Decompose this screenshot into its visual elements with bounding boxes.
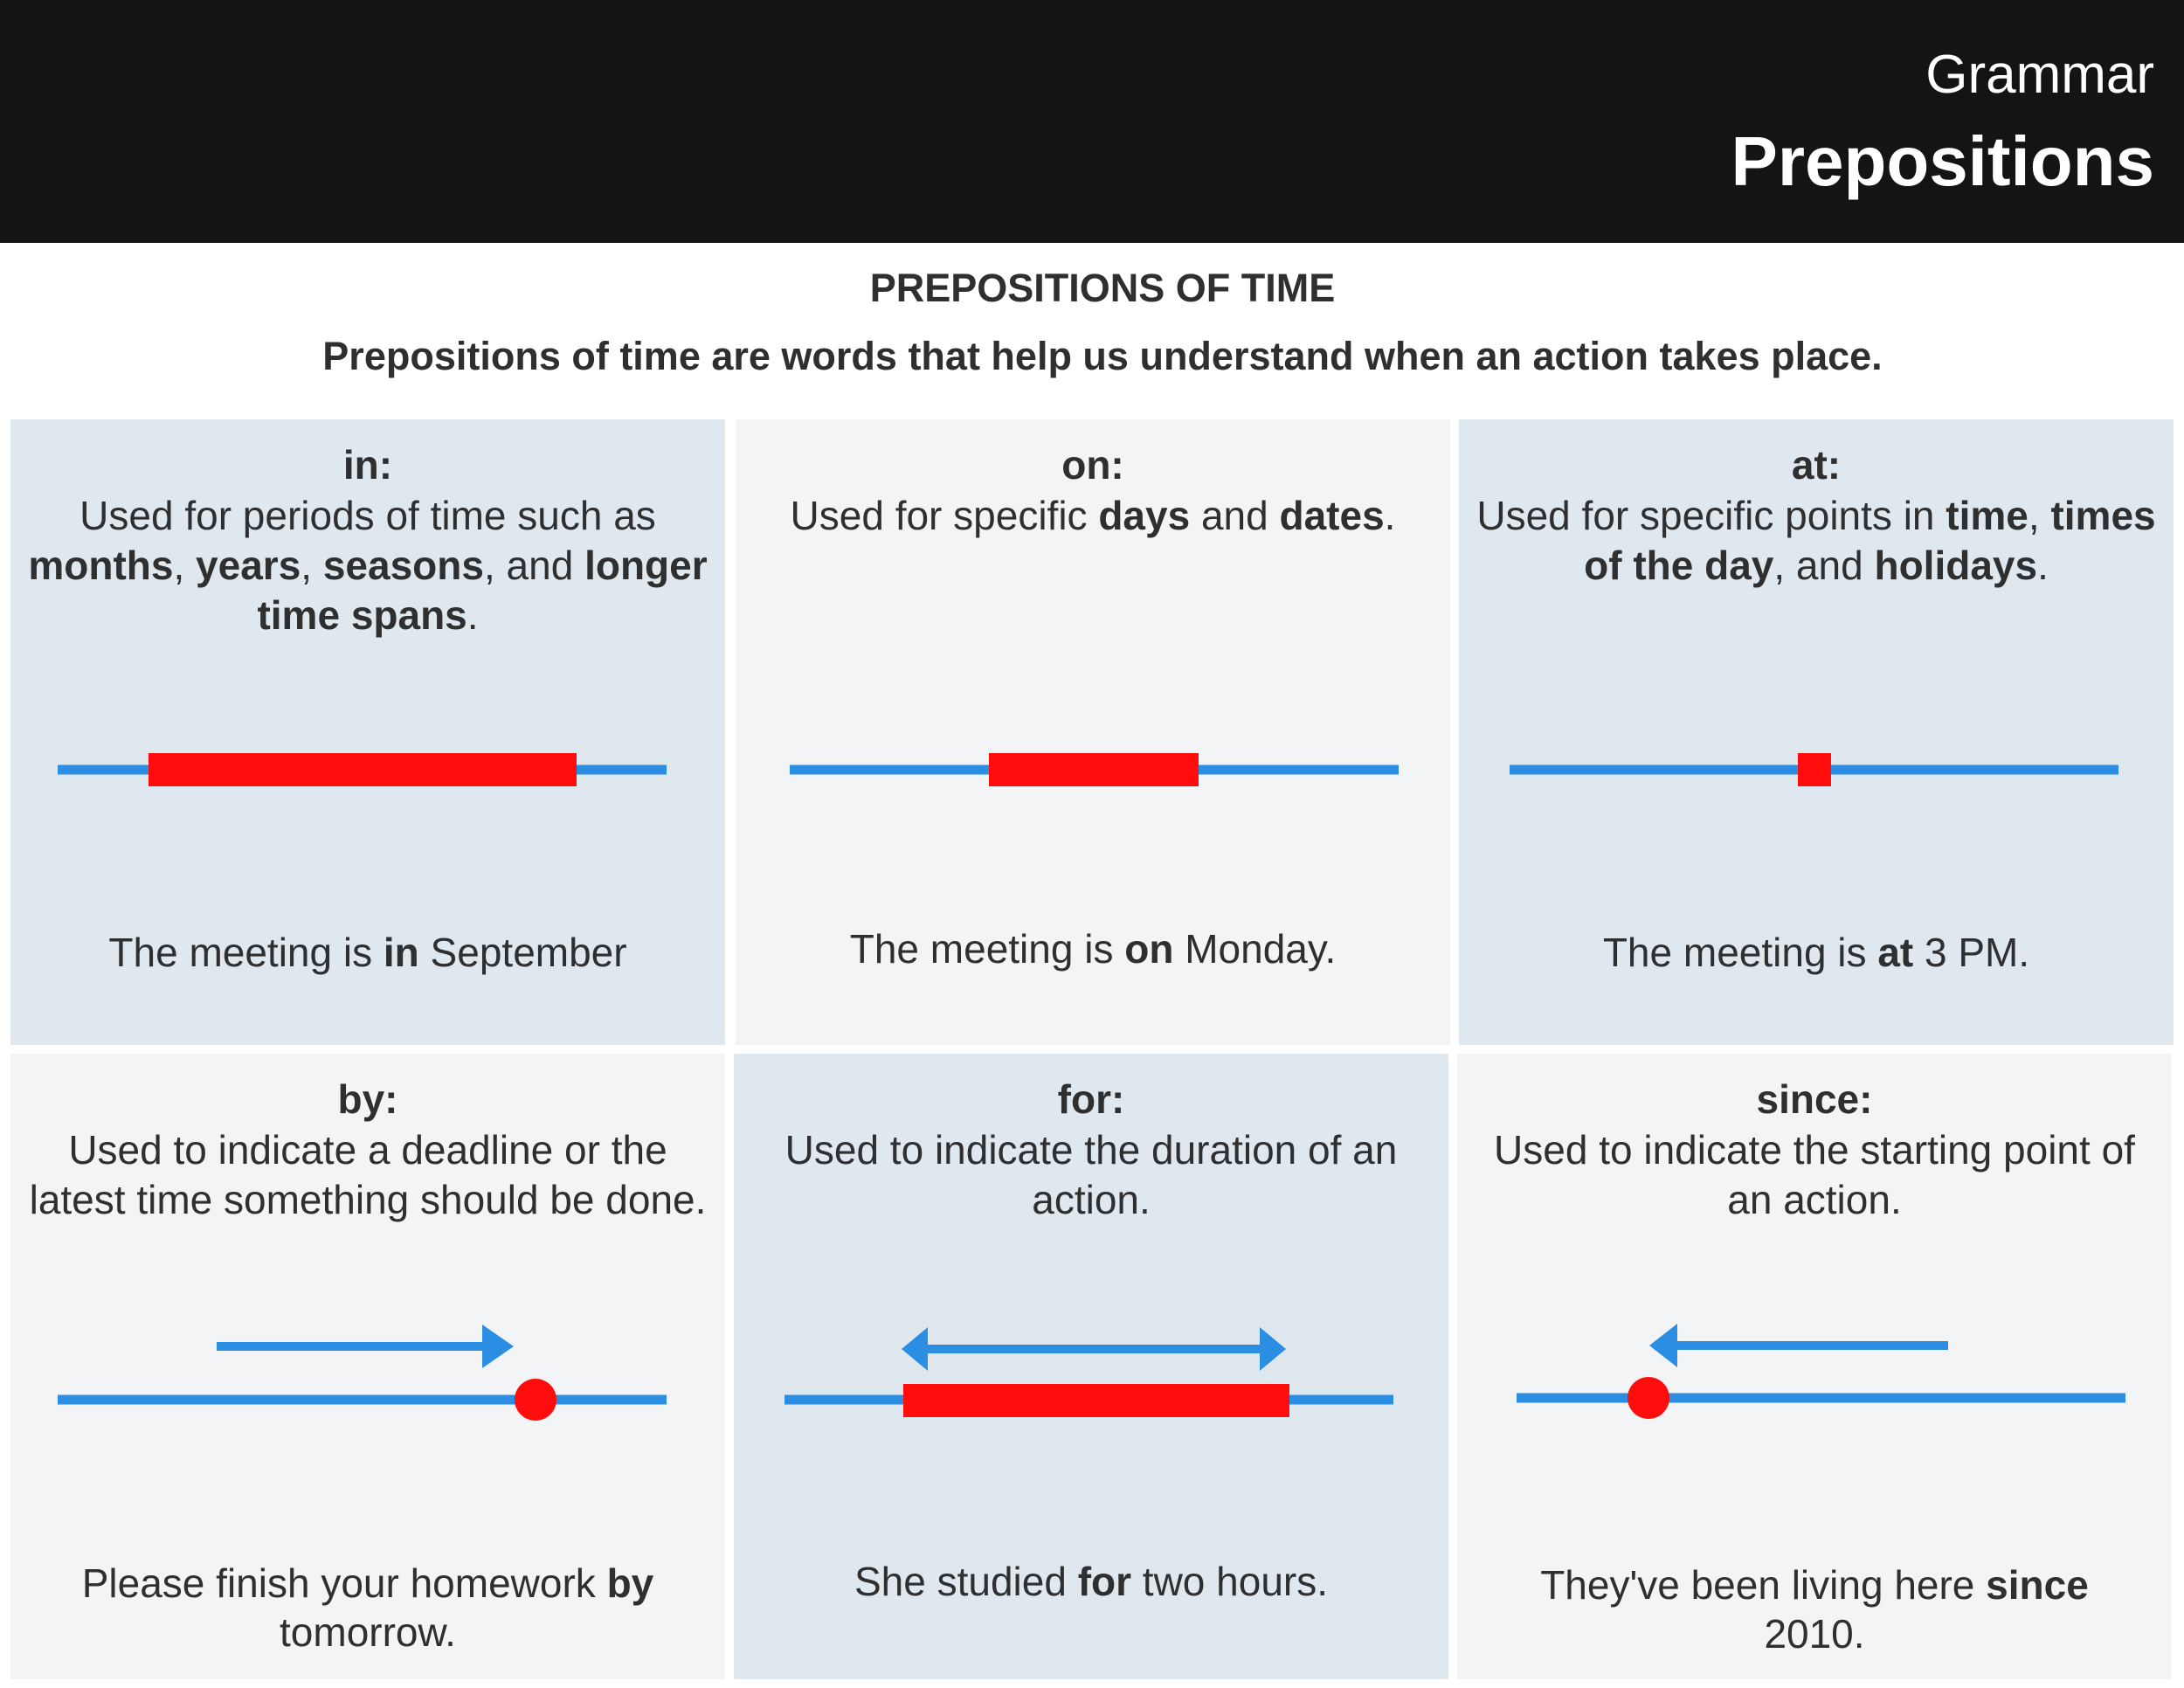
card-for (734, 1054, 1448, 1679)
emphasized-text: time (1946, 493, 2028, 538)
arrow-head-right (482, 1325, 514, 1368)
card-term: for: (1057, 1076, 1125, 1122)
card-example (1492, 1560, 2137, 1658)
text-segment: They've been living here (1540, 1562, 1987, 1608)
emphasized-text: days (1098, 493, 1191, 538)
card-by (10, 1054, 725, 1679)
card-in (10, 419, 725, 1045)
arrow-head-left (902, 1327, 928, 1371)
period-bar (149, 753, 577, 786)
emphasized-text: in (383, 930, 419, 975)
text-segment: She studied (854, 1559, 1078, 1604)
text-segment: Used for specific points in (1476, 493, 1946, 538)
text-segment: The meeting is (108, 930, 384, 975)
text-segment: Please finish your homework (81, 1560, 607, 1606)
card-on (736, 419, 1450, 1045)
text-segment: Used for specific (790, 493, 1099, 538)
point-marker (1798, 753, 1831, 786)
card-example (1494, 928, 2139, 977)
card-example (769, 1557, 1413, 1606)
section-description: Prepositions of time are words that help us understand when an action takes place. (322, 334, 1883, 378)
text-segment: 3 PM. (1913, 930, 2030, 975)
card-example (771, 924, 1415, 973)
text-segment: The meeting is (849, 926, 1125, 972)
text-segment: 2010. (1764, 1611, 1865, 1657)
period-bar (989, 753, 1199, 786)
deadline-marker (515, 1379, 556, 1421)
emphasized-text: years (196, 543, 301, 588)
card-term: at: (1791, 442, 1842, 488)
card-term: on: (1061, 442, 1124, 488)
header-kicker: Grammar (1925, 45, 2154, 105)
emphasized-text: on (1124, 926, 1174, 972)
emphasized-text: months (28, 543, 174, 588)
emphasized-text: for (1077, 1559, 1132, 1604)
card-since (1457, 1054, 2172, 1679)
text-segment: tomorrow. (280, 1609, 456, 1655)
emphasized-text: at (1877, 930, 1914, 975)
text-segment: , and (483, 543, 585, 588)
card-example (45, 1559, 690, 1657)
card-term: in: (342, 442, 393, 488)
header-banner (0, 0, 2184, 243)
card-at (1459, 419, 2174, 1045)
page-title: Prepositions (1731, 122, 2154, 200)
emphasized-text: dates (1279, 493, 1385, 538)
card-term: since: (1756, 1076, 1873, 1122)
start-marker (1628, 1377, 1669, 1419)
text-segment: Used for periods of time such as (79, 493, 656, 538)
text-segment: September (418, 930, 627, 975)
text-segment: , and (1773, 543, 1875, 588)
text-segment: Used to indicate the starting point of an action. (1494, 1127, 2135, 1222)
arrow-head-right (1260, 1327, 1286, 1371)
text-segment: The meeting is (1602, 930, 1878, 975)
text-segment: two hours. (1131, 1559, 1329, 1604)
emphasized-text: by (606, 1560, 654, 1606)
emphasized-text: seasons (322, 543, 484, 588)
emphasized-text: longer time spans (257, 543, 708, 638)
text-segment: . (2037, 543, 2049, 588)
section-title: PREPOSITIONS OF TIME (869, 266, 1336, 310)
card-term: by: (337, 1076, 398, 1122)
text-segment: Monday. (1173, 926, 1337, 972)
text-segment: and (1190, 493, 1280, 538)
text-segment: , (173, 543, 197, 588)
text-segment: . (1384, 493, 1396, 538)
text-segment: . (467, 592, 479, 638)
emphasized-text: times of the day (1584, 493, 2156, 588)
text-segment: , (2028, 493, 2051, 538)
text-segment: , (301, 543, 323, 588)
arrow-head-left (1649, 1324, 1677, 1367)
text-segment: Used to indicate a deadline or the latest time something should be done. (29, 1127, 707, 1222)
card-example (45, 928, 690, 977)
emphasized-text: holidays (1874, 543, 2038, 588)
text-segment: Used to indicate the duration of an action. (784, 1127, 1398, 1222)
emphasized-text: since (1986, 1562, 2089, 1608)
duration-bar (903, 1384, 1289, 1417)
